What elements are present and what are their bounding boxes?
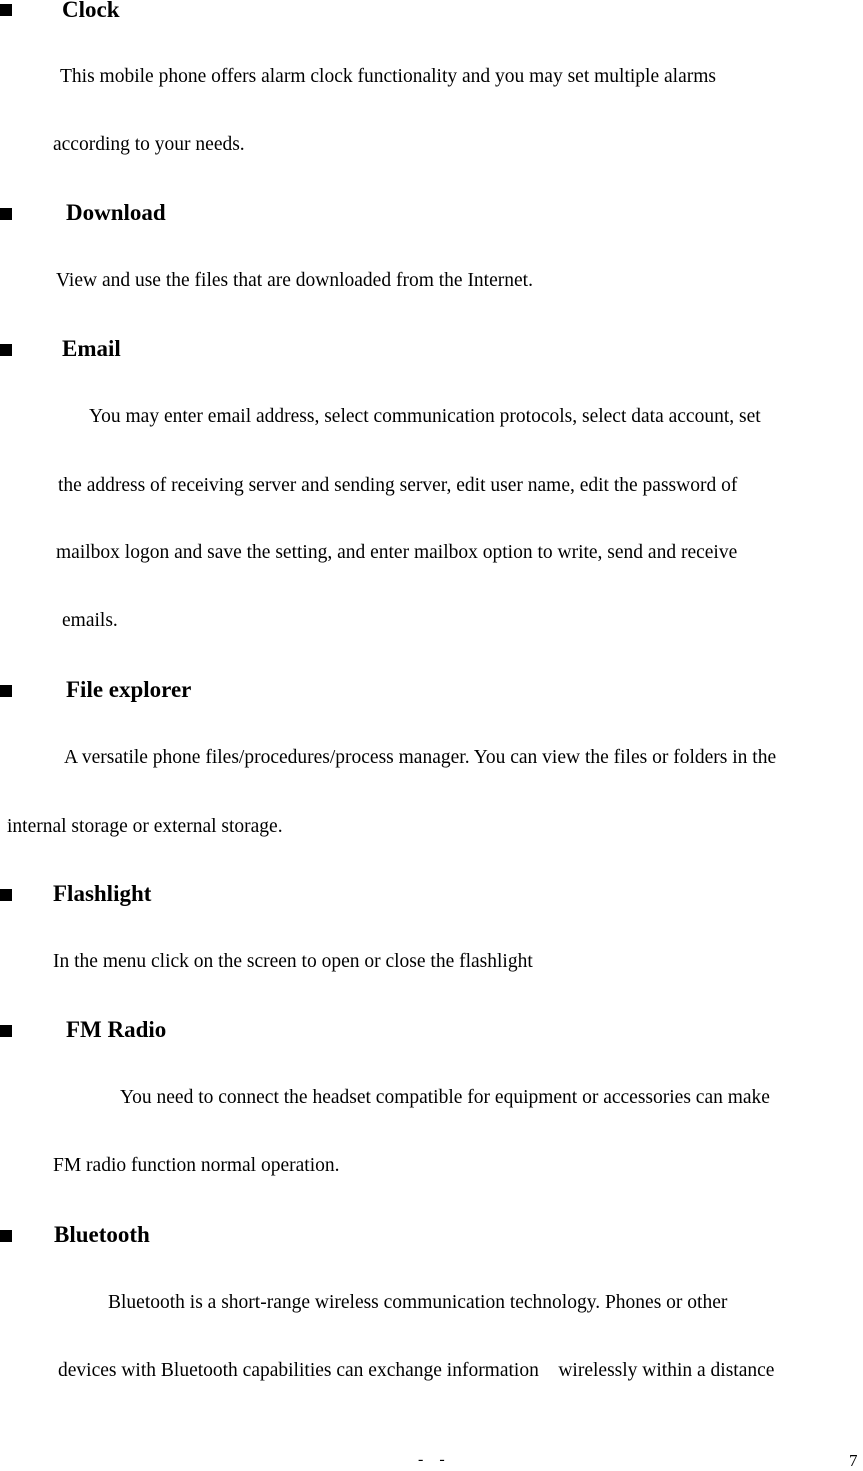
bullet-icon (0, 344, 12, 356)
paragraph-line: You may enter email address, select communication protocols, select data account, set (89, 406, 761, 427)
paragraph-line: This mobile phone offers alarm clock functionality and you may set multiple alarms (60, 66, 716, 87)
paragraph-line: mailbox logon and save the setting, and enter mailbox option to write, send and receive (56, 542, 738, 563)
paragraph-line: emails. (62, 610, 118, 631)
paragraph-line: devices with Bluetooth capabilities can exchange information wirelessly within a distance (58, 1360, 775, 1381)
section-heading-email: Email (62, 336, 121, 361)
section-heading-download: Download (66, 200, 166, 225)
paragraph-line: In the menu click on the screen to open or close the flashlight (53, 951, 533, 972)
bullet-icon (0, 1025, 12, 1037)
paragraph-line: You need to connect the headset compatible for equipment or accessories can make (120, 1087, 770, 1108)
section-heading-fm-radio: FM Radio (66, 1017, 167, 1042)
paragraph-line: A versatile phone files/procedures/process manager. You can view the files or folders in the (64, 747, 777, 768)
bullet-icon (0, 4, 12, 16)
bullet-icon (0, 208, 12, 220)
paragraph-line: the address of receiving server and sending server, edit user name, edit the password of (58, 475, 738, 496)
section-heading-clock: Clock (62, 0, 120, 22)
page-number: 7 (849, 1451, 858, 1470)
bullet-icon (0, 889, 12, 901)
page-footer-dashes: - - (418, 1451, 445, 1468)
section-heading-flashlight: Flashlight (53, 881, 152, 906)
paragraph-line: FM radio function normal operation. (53, 1155, 340, 1176)
bullet-icon (0, 685, 12, 697)
paragraph-line: Bluetooth is a short-range wireless communication technology. Phones or other (108, 1292, 728, 1313)
section-heading-bluetooth: Bluetooth (54, 1222, 150, 1247)
paragraph-line: View and use the files that are downloaded from the Internet. (56, 270, 533, 291)
bullet-icon (0, 1230, 12, 1242)
paragraph-line: internal storage or external storage. (7, 816, 283, 837)
section-heading-file-explorer: File explorer (66, 677, 192, 702)
paragraph-line: according to your needs. (53, 134, 245, 155)
